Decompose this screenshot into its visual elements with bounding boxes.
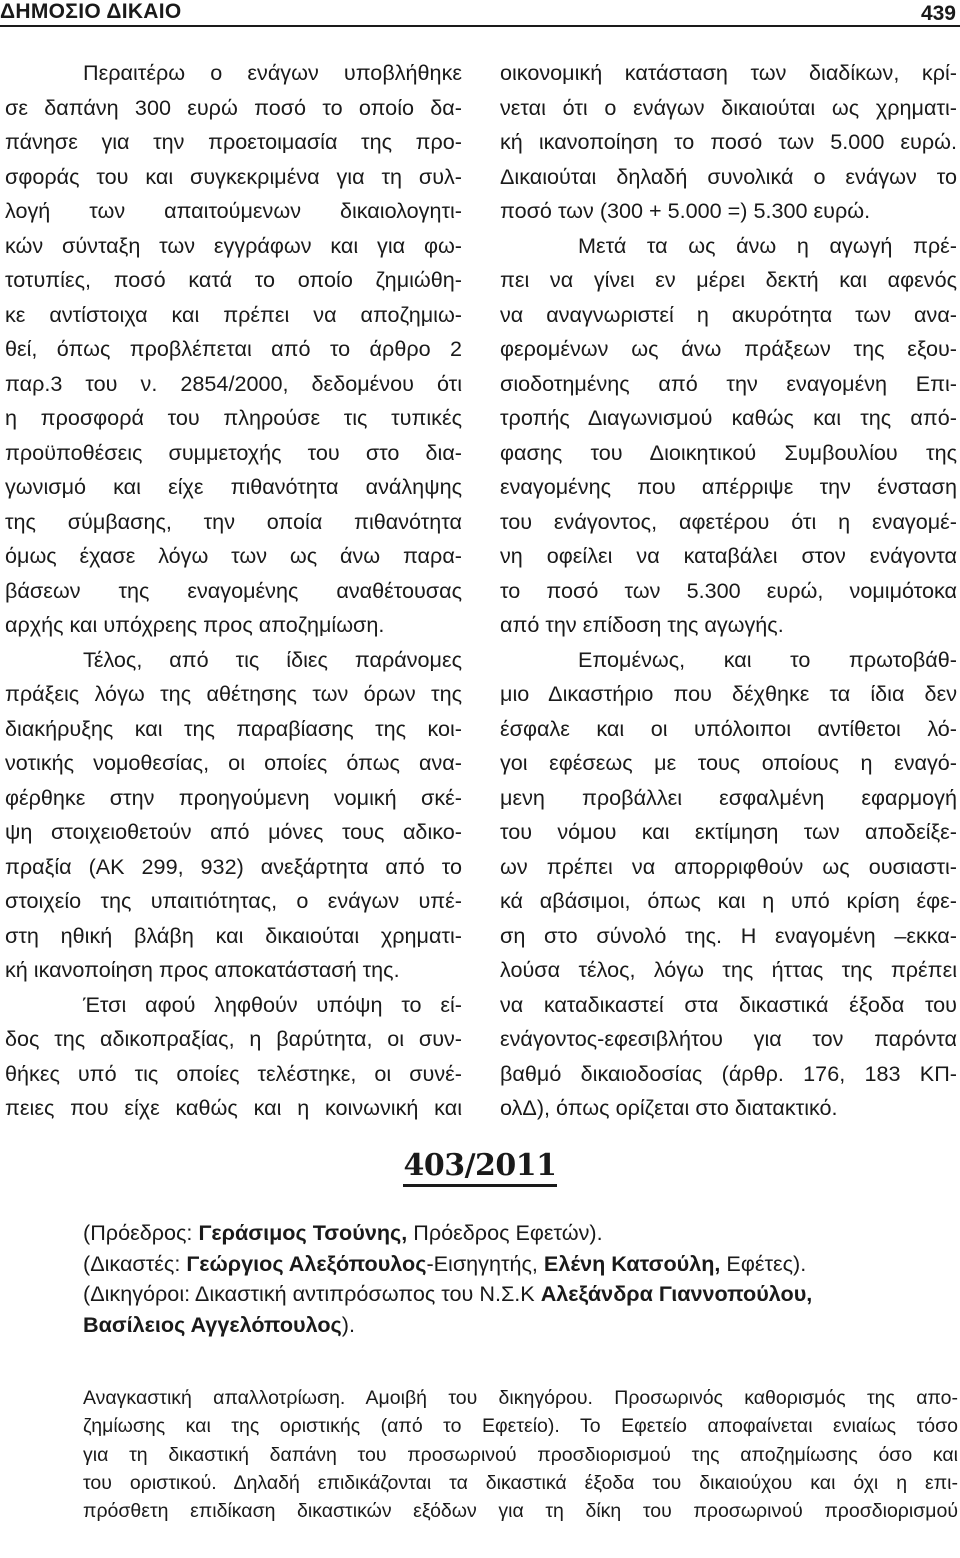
text-line: ση στο σύνολό της. Η εναγομένη –εκκα- bbox=[500, 922, 957, 948]
text-line: της σύμβασης, την οποία πιθανότητα bbox=[5, 508, 462, 534]
text-line: σε δαπάνη 300 ευρώ ποσό το οποίο δα- bbox=[5, 94, 462, 120]
text-line: θεί, όπως προβλέπεται από το άρθρο 2 bbox=[5, 336, 462, 361]
text-line: φερομένων ως άνω πράξεων της εξου- bbox=[500, 336, 957, 361]
text-line: ενάγοντος-εφεσιβλήτου για τον παρόντα bbox=[500, 1026, 957, 1051]
text-line: πάνησε για την προετοιμασία της προ- bbox=[5, 129, 462, 154]
lawyer2-name: Βασίλειος Αγγελόπουλος bbox=[83, 1311, 342, 1337]
text-line: φέρθηκε στην προηγούμενη νομική σκέ- bbox=[5, 784, 462, 810]
text-line: κή ικανοποίηση το ποσό των 5.000 ευρώ. bbox=[500, 129, 957, 154]
text-line: πειες που είχε καθώς και η κοινωνική και bbox=[5, 1095, 462, 1120]
text-line: ολΔ), όπως ορίζεται στο διατακτικό. bbox=[500, 1095, 838, 1120]
text-line: γωνισμό και είχε πιθανότητα ανάληψης bbox=[5, 474, 462, 499]
text-line: πει να γίνει εν μέρει δεκτή και αφενός bbox=[500, 267, 957, 292]
lawyers-suffix: ). bbox=[341, 1311, 355, 1337]
decision-summary bbox=[83, 1384, 958, 1525]
text-line: στη ηθική βλάβη και δικαιούται χρηματι- bbox=[5, 922, 462, 948]
text-line: όμως έχασε λόγω των ως άνω παρα- bbox=[5, 543, 462, 568]
page-number: 439 bbox=[920, 2, 956, 25]
text-line: προϋποθέσεις συμμετοχής του στο δια- bbox=[5, 439, 462, 465]
text-line: στοιχείο της υπαιτιότητας, ο ενάγων υπέ- bbox=[5, 888, 462, 913]
section-title: ΔΗΜΟΣΙΟ ΔΙΚΑΙΟ bbox=[0, 0, 182, 23]
president-line bbox=[83, 1218, 958, 1249]
decision-number bbox=[0, 1148, 960, 1184]
text-line: η προσφορά του πληρούσε τις τυπικές bbox=[5, 405, 462, 430]
text-line: θήκες υπό τις οποίες τελέστηκε, οι συνέ- bbox=[5, 1060, 462, 1086]
judge2-name: Ελένη Κατσούλη, bbox=[543, 1250, 721, 1276]
text-line: ψη στοιχειοθετούν από μόνες τους αδικο- bbox=[5, 819, 462, 844]
right-column bbox=[500, 56, 957, 1126]
header-rule bbox=[0, 25, 960, 27]
text-line: γοι εφέσεως με τους οποίους η εναγό- bbox=[500, 750, 957, 775]
text-line: πράξεις λόγω της αθέτησης των όρων της bbox=[5, 681, 462, 706]
text-line: για τη δικαστική δαπάνη του προσωρινού προσδιορισμού της αποζημίωσης όσο και bbox=[83, 1443, 958, 1466]
text-line: νη οφείλει να καταβάλει στον ενάγοντα bbox=[500, 543, 957, 568]
judge1-role: -Εισηγητής, bbox=[426, 1250, 544, 1276]
text-line: κε αντίστοιχα και πρέπει να αποζημιω- bbox=[5, 301, 462, 327]
judges-line bbox=[83, 1249, 958, 1280]
text-line: μενη προβάλλει εσφαλμένη εφαρμογή bbox=[500, 784, 957, 810]
text-line: εναγομένης που απέρριψε την ένσταση bbox=[500, 474, 957, 499]
text-line: Τέλος, από τις ίδιες παράνομες bbox=[83, 646, 462, 672]
text-line: ποσό των (300 + 5.000 =) 5.300 ευρώ. bbox=[500, 198, 871, 223]
president-prefix: (Πρόεδρος: bbox=[83, 1220, 199, 1245]
text-line: οικονομική κατάσταση των διαδίκων, κρί- bbox=[500, 60, 957, 85]
text-line: μιο Δικαστήριο που δέχθηκε τα ίδια δεν bbox=[500, 681, 957, 706]
lawyers-line-2 bbox=[83, 1310, 958, 1341]
text-line: τοτυπίες, ποσό κατά το οποίο ζημιώθη- bbox=[5, 267, 462, 292]
text-line: δος της αδικοπραξίας, η βαρύτητα, οι συν- bbox=[5, 1026, 462, 1051]
text-line: νεται ότι ο ενάγων δικαιούται ως χρηματι- bbox=[500, 94, 957, 120]
text-line: κή ικανοποίηση προς αποκατάστασή της. bbox=[5, 957, 400, 982]
text-line: βαθμό δικαιοδοσίας (άρθρ. 176, 183 ΚΠ- bbox=[500, 1060, 957, 1086]
text-line: Μετά τα ως άνω η αγωγή πρέ- bbox=[578, 232, 957, 258]
text-line: σιοδοτημένης από την εναγομένη Επι- bbox=[500, 370, 957, 396]
judge1-name: Γεώργιος Αλεξόπουλος bbox=[186, 1250, 427, 1276]
page-header bbox=[0, 0, 960, 26]
lawyers-line bbox=[83, 1279, 958, 1310]
president-suffix: Πρόεδρος Εφετών). bbox=[407, 1220, 603, 1245]
text-line: λογή των απαιτούμενων δικαιολογητι- bbox=[5, 198, 462, 223]
text-line: Αναγκαστική απαλλοτρίωση. Αμοιβή του δικηγόρου. Προσωρινός καθορισμός της απο- bbox=[83, 1387, 958, 1409]
text-line: να αναγνωριστεί η ακυρότητα των ανα- bbox=[500, 301, 957, 327]
text-line: Δικαιούται δηλαδή συνολικά ο ενάγων το bbox=[500, 163, 957, 189]
text-line: έσφαλε και οι υπόλοιποι αντίθετοι λό- bbox=[500, 715, 957, 741]
text-line: κά αβάσιμοι, όπως και η υπό κρίση έφε- bbox=[500, 888, 957, 913]
text-line: Επομένως, και το πρωτοβάθ- bbox=[578, 646, 957, 672]
text-line: Έτσι αφού ληφθούν υπόψη το εί- bbox=[83, 991, 462, 1017]
text-line: κών σύνταξη των εγγράφων και για φω- bbox=[5, 232, 462, 258]
text-line: αρχής και υπόχρεης προς αποζημίωση. bbox=[5, 612, 385, 637]
text-line: διακήρυξης και της παραβίασης της κοι- bbox=[5, 715, 462, 741]
text-line: του ενάγοντος, αφετέρου ότι η εναγομέ- bbox=[500, 508, 957, 534]
text-line: φασης του Διοικητικού Συμβουλίου της bbox=[500, 439, 957, 465]
text-line: σφοράς του και συγκεκριμένα για τη συλ- bbox=[5, 163, 462, 189]
text-line: από την επίδοση της αγωγής. bbox=[500, 612, 784, 637]
text-line: το ποσό των 5.300 ευρώ, νομιμότοκα bbox=[500, 577, 957, 603]
judges-prefix: (Δικαστές: bbox=[83, 1250, 187, 1276]
text-line: βάσεων της εναγομένης αναθέτουσας bbox=[5, 577, 462, 603]
text-line: του οριστικού. Δηλαδή επιδικάζονται τα δικαστικά έξοδα του δικαιούχου και όχι η επι- bbox=[83, 1471, 958, 1494]
text-line: νοτικής νομοθεσίας, οι οποίες όπως ανα- bbox=[5, 750, 462, 775]
text-line: Περαιτέρω ο ενάγων υποβλήθηκε bbox=[83, 60, 462, 85]
text-line: ζημίωσης και της οριστικής (από το Εφετείο). Το Εφετείο αποφαίνεται ενιαίως τόσο bbox=[83, 1415, 958, 1438]
court-composition bbox=[83, 1218, 958, 1340]
text-line: πρόσθετη επιδίκαση δικαστικών εξόδων για τη δίκη του προσωρινού προσδιορισμού bbox=[83, 1500, 958, 1523]
left-column bbox=[5, 56, 462, 1126]
text-line: να καταδικαστεί στα δικαστικά έξοδα του bbox=[500, 991, 957, 1017]
text-line: του νόμου και εκτίμηση των αποδείξε- bbox=[500, 819, 957, 844]
text-line: πραξία (ΑΚ 299, 932) ανεξάρτητα από το bbox=[5, 853, 462, 879]
text-line: τροπής Διαγωνισμού καθώς και της από- bbox=[500, 405, 957, 430]
judge2-role: Εφέτες). bbox=[720, 1250, 807, 1276]
president-name: Γεράσιμος Τσούνης, bbox=[198, 1220, 408, 1245]
decision-number-text: 403/2011 bbox=[403, 1148, 556, 1187]
text-line: παρ.3 του ν. 2854/2000, δεδομένου ότι bbox=[5, 370, 462, 396]
text-line: λούσα τέλος, λόγω της ήττας της πρέπει bbox=[500, 957, 957, 982]
lawyers-prefix: (Δικηγόροι: Δικαστική αντιπρόσωπος του Ν.Σ.Κ bbox=[83, 1281, 541, 1306]
lawyer1-name: Αλεξάνδρα Γιαννοπούλου, bbox=[540, 1281, 813, 1306]
text-line: ων πρέπει να απορριφθούν ως ουσιαστι- bbox=[500, 853, 957, 879]
